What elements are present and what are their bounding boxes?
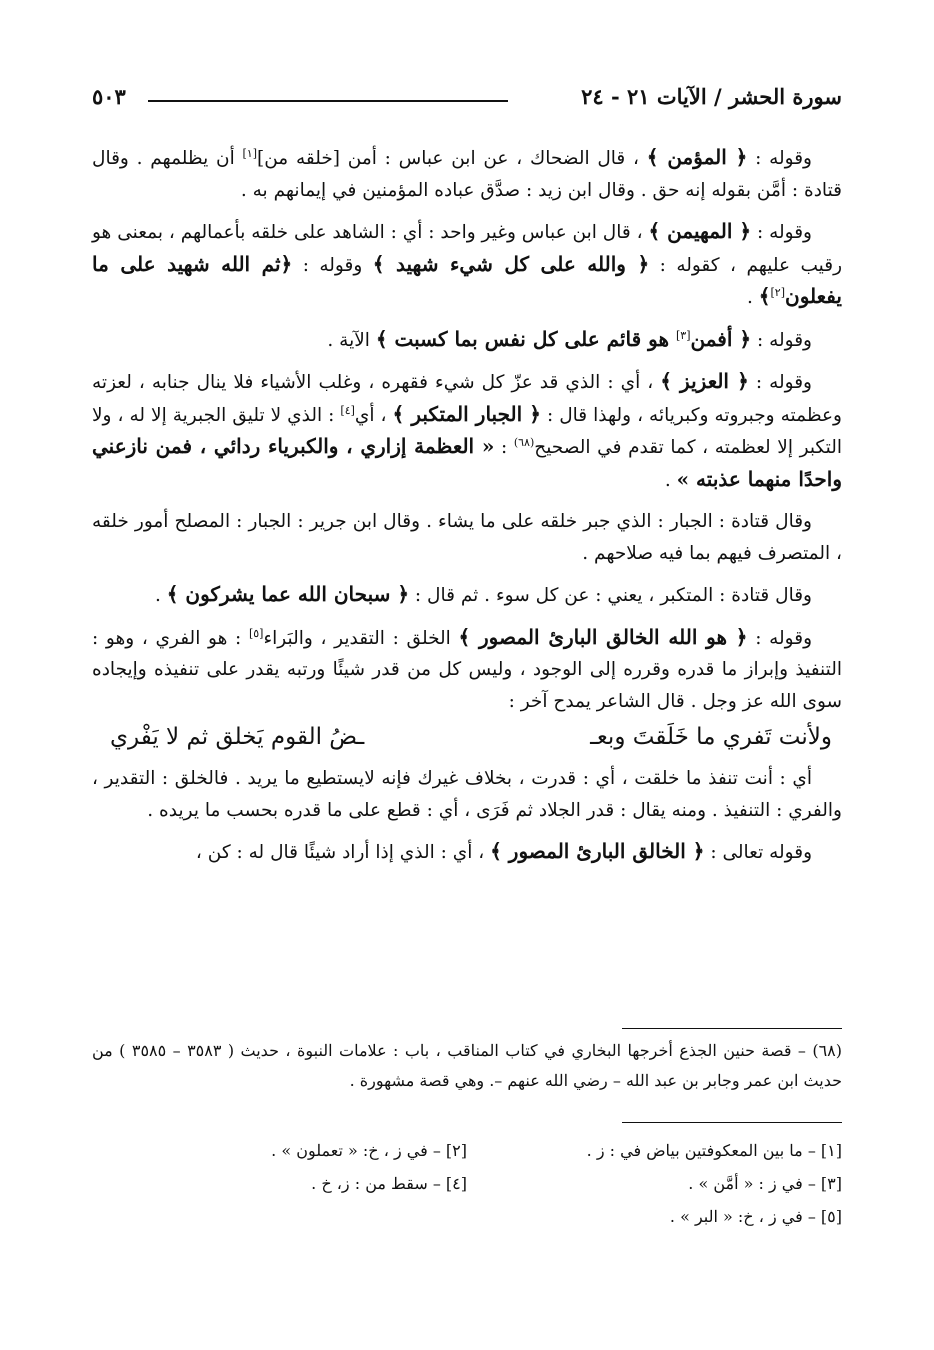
text: الخلق : التقدير ، والبَراء [263, 627, 459, 649]
quran-quote: ﴿ الخالق البارئ المصور ﴾ [490, 839, 705, 863]
text: وقوله : [748, 372, 812, 393]
quran-quote: ﴿ والله على كل شيء شهيد ﴾ [372, 251, 650, 276]
quran-quote: هو قائم على كل نفس بما كسبت ﴾ [375, 326, 676, 351]
text: : الذي لا تليق الجبرية إلا له ، ولا التكبر إلا لعظمته ، كما تقدم في الصحيح [92, 404, 842, 458]
text: ، قال ابن عباس وغير واحد : أي : الشاهد على خلقه بأعمالهم ، بمعنى هو رقيب عليهم ، كقوله : [92, 222, 843, 276]
quran-quote: ﴾ [758, 284, 771, 308]
footnote-ref: (٦٨) [513, 435, 535, 449]
text: وقال قتادة : المتكبر ، يعني : عن كل سوء . ثم قال : [409, 585, 812, 606]
text: وقال قتادة : الجبار : الذي جبر خلقه على ما يشاء . وقال ابن جرير : الجبار : المصلح أمور خلقه ، المتصرف فيهم بما فيه صلاحهم . [92, 511, 842, 564]
quran-quote: ﴿ سبحان الله عما يشركون ﴾ [166, 582, 410, 606]
surah-title: سورة الحشر / الآيات ٢١ - ٢٤ [581, 84, 842, 109]
text: . [747, 287, 759, 308]
paragraph-al-aziz [92, 366, 842, 496]
quran-quote: ﴿ أفمن [690, 326, 752, 351]
verse-first-hemistich: ولأنت تَفري ما خَلَقتَ وبعـ [590, 724, 832, 750]
text: وقوله تعالى : [704, 842, 812, 863]
paragraph-al-mumin [92, 142, 842, 206]
text: أن يظلمهم . وقال قتادة : أمَّن بقوله إنه حق . وقال ابن زيد : صدَّق عباده المؤمنين في إيمانهم به . [92, 148, 842, 201]
footnote-ref: [١] [242, 146, 257, 160]
text: ، أي : الذي إذا أراد شيئًا قال له : كن ، [195, 842, 491, 863]
paragraph-al-bari [92, 836, 842, 869]
text: وقوله : [292, 254, 373, 276]
footnote-ref: [٥] [248, 626, 264, 640]
hadith-quote: « العظمة إزاري ، والكبرياء ردائي ، فمن نازعني واحدًا منهما عذبته » [92, 434, 842, 491]
text: : [494, 437, 514, 458]
paragraph-al-mutakabbir [92, 579, 842, 612]
text: ، قال الضحاك ، عن ابن عباس : أمن [خلقه من] [256, 148, 647, 169]
text: . [664, 469, 677, 491]
note-4: [٤] – سقط من : ز، خ . [311, 1174, 467, 1193]
text: . [154, 585, 167, 606]
footnote-ref: [٣] [676, 328, 691, 342]
text: وقوله : [747, 148, 812, 169]
paragraph-afaman [92, 324, 842, 357]
main-text [92, 142, 842, 879]
text: وقوله : [751, 329, 812, 351]
page-header [92, 84, 842, 120]
note-3: [٣] – في ز : « أمَّن » . [688, 1174, 842, 1193]
text: ، أي [354, 404, 393, 426]
manuscript-notes [92, 1134, 842, 1233]
paragraph-al-jabbar [92, 506, 842, 569]
text: ، أي : الذي قد عزّ كل شيء فقهره ، وغلب الأشياء فلا ينال جنابه ، لعزته وعظمته وجبروته وكبريائه ، ولهذا قال : [92, 372, 842, 426]
paragraph-al-khaliq [92, 622, 842, 718]
note-1: [١] – ما بين المعكوفتين بياض في : ز . [586, 1141, 842, 1160]
footnote-68: (٦٨) – قصة حنين الجذع أخرجها البخاري في كتاب المناقب ، باب : علامات النبوة ، حديث ( ٣٥٨٣ – ٣٥٨٥ ) من حديث ابن عمر وجابر بن عبد الله – رضي الله عنهم –. وهي قصة مشهورة . [92, 1041, 843, 1090]
footnote-ref: [٢] [770, 285, 786, 299]
text: وقوله : [751, 222, 812, 243]
footnote-ref: [٤] [340, 403, 355, 417]
quran-quote: ﴿ المهيمن ﴾ [648, 219, 752, 243]
note-2: [٢] – في ز ، خ: « تعملون » . [271, 1141, 467, 1160]
quran-quote: ﴿ هو الله الخالق البارئ المصور ﴾ [458, 624, 748, 649]
text: الآية . [327, 329, 376, 351]
verse-second-hemistich: ـضُ القوم يَخلق ثم لا يَفْري [110, 724, 365, 750]
header-rule [148, 100, 508, 102]
quran-quote: ﴿ الجبار المتكبر ﴾ [392, 401, 541, 426]
paragraph-al-muhaymin [92, 216, 842, 314]
text: وقوله : [747, 627, 813, 649]
quran-quote: ﴿ثم الله شهيد على ما يفعلون [92, 251, 842, 308]
paragraph-verse-explanation [92, 763, 842, 826]
quran-quote: ﴿ العزيز ﴾ [660, 369, 749, 393]
text: أي : أنت تنفذ ما خلقت ، أي : قدرت ، بخلاف غيرك فإنه لايستطيع ما يريد . فالخلق : التقدير ، والفري : التنفيذ . ومنه يقال : قدر الجلاد ثم فَرَى ، أي : قطع على ما قدره بحسب ما يريده . [92, 768, 842, 821]
poetry-verse [110, 717, 832, 757]
footnote-divider [622, 1028, 842, 1029]
text: : هو الفري ، وهو : التنفيذ وإبراز ما قدره وقرره إلى الوجود ، وليس كل من قدر شيئًا ورتبه يقدر على تنفيذه وإيجاده سوى الله عز وجل . قال الشاعر يمدح آخر : [92, 627, 842, 712]
note-5: [٥] – في ز ، خ: « البر » . [669, 1207, 842, 1226]
notes-divider [622, 1122, 842, 1123]
quran-quote: ﴿ المؤمن ﴾ [646, 145, 748, 169]
page-number: ٥٠٣ [92, 84, 126, 109]
